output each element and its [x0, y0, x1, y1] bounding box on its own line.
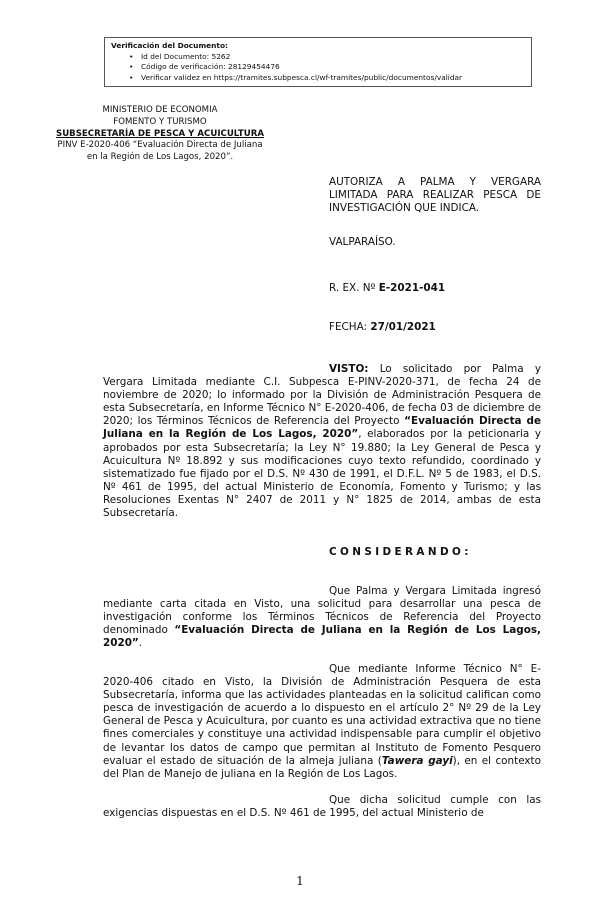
resolution-number-label: R. EX. Nº — [329, 282, 376, 294]
verification-url[interactable]: • Verificar validez en https://tramites.subpesca.cl/wf-tramites/public/documentos/validar — [141, 73, 525, 84]
date-label: FECHA: — [329, 321, 368, 333]
considerando-paragraph-3: Que dicha solicitud cumple con las exigencias dispuestas en el D.S. Nº 461 de 1995, del actual Ministerio de — [103, 794, 541, 820]
visto-paragraph: VISTO: Lo solicitado por Palma y Vergara Limitada mediante C.I. Subpesca E-PINV-2020-371, de fecha 24 de noviembre de 2020; lo informado por la División de Administración Pesquera de esta Subsecretaría, en Informe Técnico N° E-2020-406, de fecha 03 de diciembre de 2020; los Términos Técnicos de Referencia del Proyecto “Evaluación Directa de Juliana en la Región de Los Lagos, 2020”, elaborados por la peticionaria y aprobados por esta Subsecretaría; la Ley N° 19.880; la Ley General de Pesca y Acuicultura Nº 18.892 y sus modificaciones cuyo texto refundido, coordinado y sistematizado fue fijado por el D.S. Nº 430 de 1991, el D.F.L. Nº 5 de 1983, el D.S. Nº 461 de 1995, del actual Ministerio de Economía, Fomento y Turismo; y las Resoluciones Exentas N° 2407 de 2011 y N° 1825 de 2014, ambas de esta Subsecretaría. — [103, 363, 542, 520]
verification-code: • Código de verificación: 28129454476 — [141, 62, 525, 73]
considerando-heading: CONSIDERANDO: — [329, 546, 472, 558]
verification-title: Verificación del Documento: — [111, 41, 228, 50]
resolution-number-line — [329, 282, 445, 294]
verification-id: • Id del Documento: 5262 — [141, 52, 525, 63]
resolution-line-3: INVESTIGACIÓN QUE INDICA. — [329, 202, 480, 215]
visto-section — [103, 363, 541, 520]
project-title-2: “Evaluación Directa de Juliana en la Región de Los Lagos, 2020” — [103, 624, 541, 650]
resolution-summary — [329, 176, 541, 216]
page-number: 1 — [296, 874, 304, 888]
considerando-paragraph-1: Que Palma y Vergara Limitada ingresó mediante carta citada en Visto, una solicitud para desarrollar una pesca de investigación conforme los Términos Técnicos de Referencia del Proyecto denominado “Evaluación Directa de Juliana en la Región de Los Lagos, 2020”. — [103, 585, 541, 650]
city-line: VALPARAÍSO. — [329, 236, 396, 248]
verification-list — [111, 52, 525, 84]
considerando-paragraph-2: Que mediante Informe Técnico N° E-2020-406 citado en Visto, la División de Administración Pesquera de esta Subsecretaría, informa que las actividades planteadas en la solicitud califican como pesca de investigación de acuerdo a lo dispuesto en el artículo 2° Nº 29 de la Ley General de Pesca y Acuicultura, por cuanto es una actividad extractiva que no tiene fines comerciales y constituye una actividad indispensable para cumplir el objetivo de levantar los datos de campo que permitan al Instituto de Fomento Pesquero evaluar el estado de situación de la almeja juliana (Tawera gayi), en el contexto del Plan de Manejo de juliana en la Región de Los Lagos. — [103, 663, 541, 780]
ministry-name-2: FOMENTO Y TURISMO — [113, 116, 207, 127]
date-value: 27/01/2021 — [370, 321, 436, 333]
visto-label: VISTO: — [329, 363, 369, 375]
ministry-header — [30, 105, 290, 164]
reference-line-1: PINV E-2020-406 “Evaluación Directa de Juliana — [57, 140, 263, 151]
verification-box — [104, 37, 532, 87]
resolution-number: E-2021-041 — [378, 282, 446, 294]
subsecretaria-name: SUBSECRETARÍA DE PESCA Y ACUICULTURA — [56, 128, 264, 139]
date-line — [329, 321, 436, 333]
resolution-line-1: AUTORIZA A PALMA Y VERGARA — [329, 176, 541, 188]
species-name: Tawera gayi — [381, 754, 453, 767]
project-title: “Evaluación Directa de Juliana en la Región de Los Lagos, 2020” — [103, 415, 542, 441]
resolution-line-2: LIMITADA PARA REALIZAR PESCA DE — [329, 189, 541, 202]
ministry-name: MINISTERIO DE ECONOMIA — [102, 105, 218, 115]
reference-line-2: en la Región de Los Lagos, 2020”. — [86, 152, 234, 163]
